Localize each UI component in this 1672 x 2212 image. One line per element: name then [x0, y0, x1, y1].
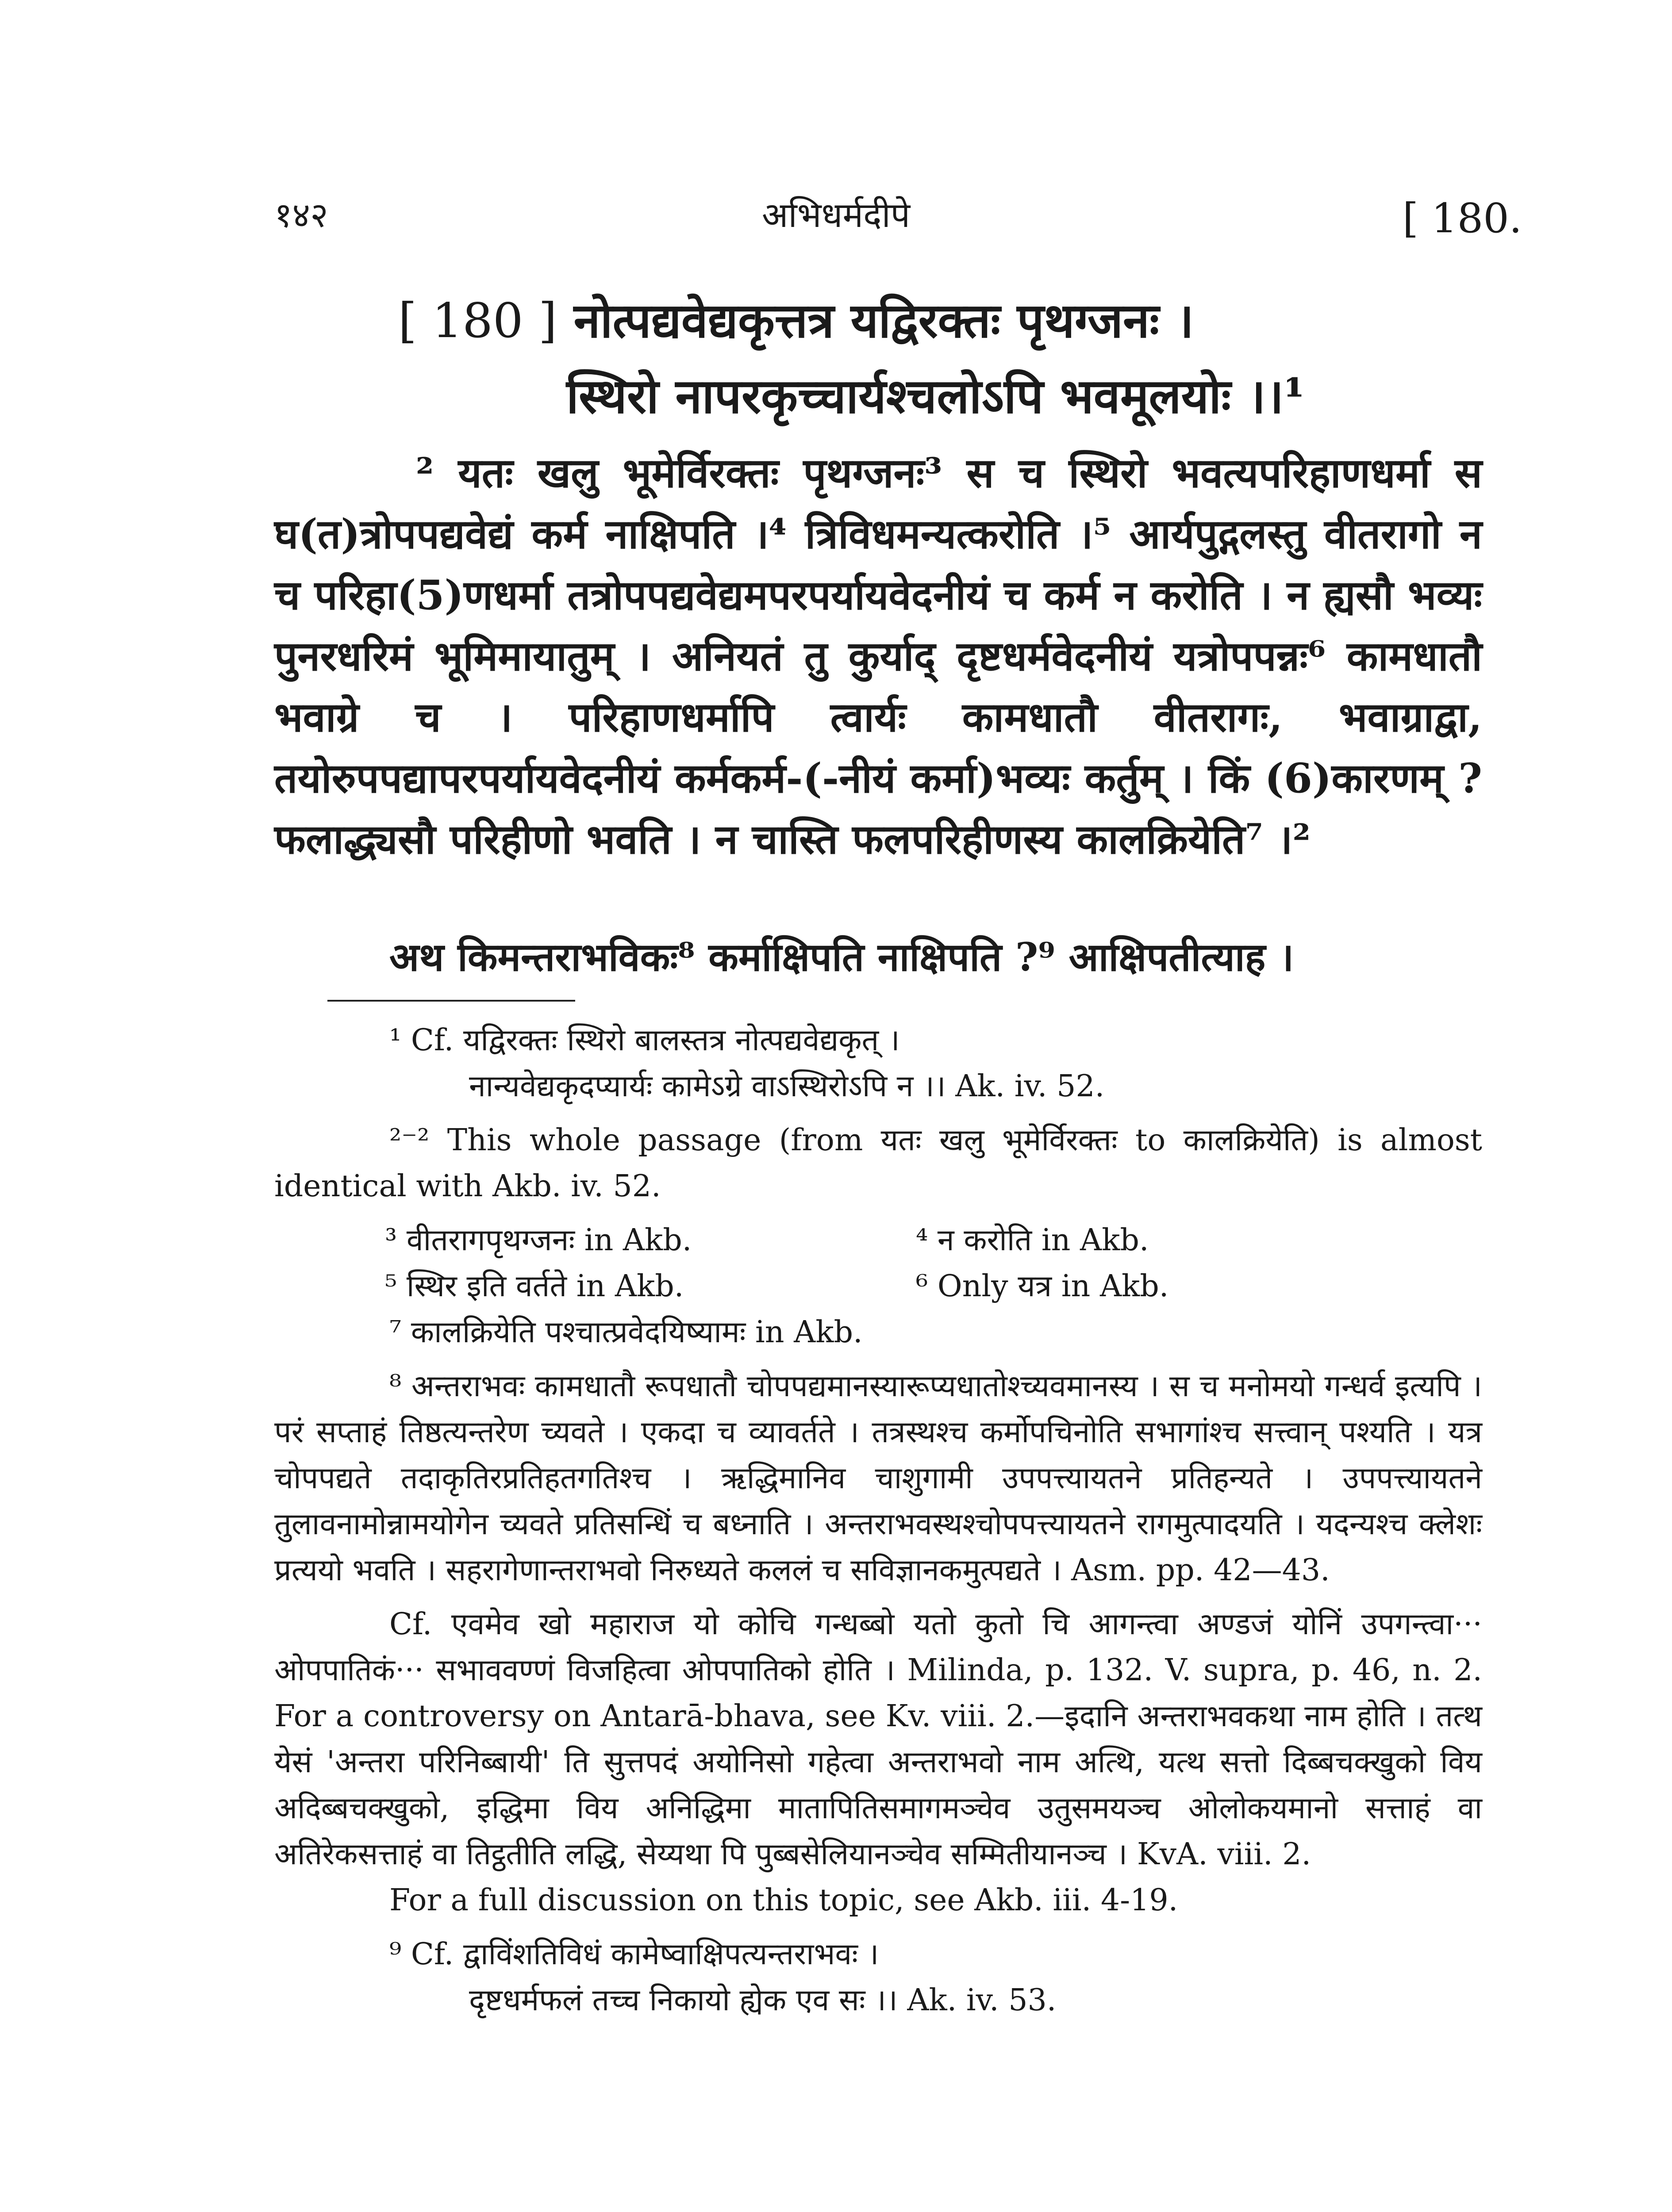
footnotes-5-6: [274, 1263, 1482, 1310]
footnote-4: ⁴ न करोति in Akb.: [916, 1223, 1149, 1258]
footnote-7: ⁷ कालक्रियेति पश्चात्प्रवेदयिष्यामः in Akb.: [389, 1315, 863, 1350]
footnote-8: ⁸ अन्तराभवः कामधातौ रूपधातौ चोपपद्यमानस्यारूप्यधातोश्च्यवमानस्य । स च मनोमयो गन्धर्व इत्यपि । परं सप्ताहं तिष्ठत्यन्तरेण च्यवते । एकदा च व्यावर्तते । तत्रस्थश्च कर्मोपचिनोति सभागांश्च सत्त्वान् पश्यति । यत्र चोपपद्यते तदाकृतिरप्रतिहतगतिश्च । ऋद्धिमानिव चाशुगामी उपपत्त्यायतने प्रतिहन्यते । उपपत्त्यायतने तुलावनामोन्नामयोगेन च्यवते प्रतिसन्धिं च बध्नाति । अन्तराभवस्थश्चोपपत्त्यायतने रागमुत्पादयति । यदन्यश्च क्लेशः प्रत्ययो भवति । सहरागेणान्तराभवो निरुध्यते कललं च सविज्ञानकमुत्पद्यते । Asm. pp. 42—43.: [274, 1369, 1482, 1588]
karika-verse: [398, 283, 1549, 434]
commentary: [274, 442, 1482, 870]
footnote-2: ²⁻² This whole passage (from यतः खलु भूमेर्विरक्तः to कालक्रियेति) is almost identical with Akb. iv. 52.: [274, 1123, 1482, 1204]
page-number: १४२: [274, 196, 328, 235]
footnote-8-cf: Cf. एवमेव खो महाराज यो कोचि गन्धब्बो यतो कुतो चि आगन्त्वा अण्डजं योनिं उपगन्त्वा··· ओपपातिकं··· सभाववण्णं विजहित्वा ओपपातिको होति । Milinda, p. 132. V. supra, p. 46, n. 2. For a controversy on Antarā-bhava, see Kv. viii. 2.—इदानि अन्तराभवकथा नाम होति । तत्थ येसं 'अन्तरा परिनिब्बायी' ति सुत्तपदं अयोनिसो गहेत्वा अन्तराभवो नाम अत्थि, यत्थ सत्तो दिब्बचक्खुको विय अदिब्बचक्खुको, इद्धिमा विय अनिद्धिमा मातापितिसमागमञ्चेव उतुसमयञ्च ओलोकयमानो सत्ताहं वा अतिरेकसत्ताहं वा तिट्ठतीति लद्धि, सेय्यथा पि पुब्बसेलियानञ्चेव सम्मितीयानञ्च । KvA. viii. 2.: [274, 1607, 1482, 1872]
transition-question: अथ किमन्तराभविकः⁸ कर्माक्षिपति नाक्षिपति ?⁹ आक्षिपतीत्याह ।: [389, 934, 1294, 980]
footnote-1-line-2: नान्यवेद्यकृदप्यार्यः कामेऽग्रे वाऽस्थिरोऽपि न ।। Ak. iv. 52.: [469, 1069, 1105, 1104]
footnote-3: ³ वीतरागपृथग्जनः in Akb.: [385, 1223, 692, 1258]
footnote-9-line-2: दृष्टधर्मफलं तच्च निकायो ह्येक एव सः ।। Ak. iv. 53.: [469, 1983, 1057, 2018]
verse-number: [ 180 ]: [398, 293, 557, 349]
commentary-paragraph: ² यतः खलु भूमेर्विरक्तः पृथग्जनः³ स च स्थिरो भवत्यपरिहाणधर्मा स घ(त)त्रोपपद्यवेद्यं कर्म नाक्षिपति ।⁴ त्रिविधमन्यत्करोति ।⁵ आर्यपुद्गलस्तु वीतरागो न च परिहा(5)णधर्मा तत्रोपपद्यवेद्यमपरपर्यायवेदनीयं च कर्म न करोति । न ह्यसौ भव्यः पुनरधरिमं भूमिमायातुम् । अनियतं तु कुर्याद् दृष्टधर्मवेदनीयं यत्रोपपन्नः⁶ कामधातौ भवाग्रे च । परिहाणधर्मापि त्वार्यः कामधातौ वीतरागः, भवाग्राद्वा, तयोरुपपद्यापरपर्यायवेदनीयं कर्मकर्म-(-नीयं कर्मा)भव्यः कर्तुम् । किं (6)कारणम् ? फलाद्ध्यसौ परिहीणो भवति । न चास्ति फलपरिहीणस्य कालक्रियेति⁷ ।²: [274, 449, 1482, 863]
verse-text-1: नोत्पद्यवेद्यकृत्तत्र यद्विरक्तः पृथग्जनः ।: [573, 293, 1194, 349]
footnote-6: ⁶ Only यत्र in Akb.: [916, 1269, 1169, 1304]
footnote-5: ⁵ स्थिर इति वर्तते in Akb.: [385, 1269, 684, 1304]
verse-line-2: स्थिरो नापरकृच्चार्यश्चलोऽपि भवमूलयोः ।।¹: [566, 369, 1305, 424]
footnote-1-line-1: ¹ Cf. यद्विरक्तः स्थिरो बालस्तत्र नोत्पद्यवेद्यकृत् ।: [389, 1023, 900, 1058]
footnote-9-line-1: ⁹ Cf. द्वाविंशतिविधं कामेष्वाक्षिपत्यन्तराभवः ।: [389, 1937, 879, 1972]
running-title: अभिधर्मदीपे: [761, 196, 911, 235]
verse-line-1: [398, 283, 1549, 359]
page-header: [0, 190, 1672, 243]
section-marker: [ 180.: [1403, 195, 1522, 242]
footnote-8-discussion: For a full discussion on this topic, see Akb. iii. 4-19.: [389, 1883, 1178, 1918]
footnotes-3-4: [274, 1217, 1482, 1263]
footnote-divider: [327, 1000, 575, 1002]
footnotes: [274, 1018, 1482, 2024]
